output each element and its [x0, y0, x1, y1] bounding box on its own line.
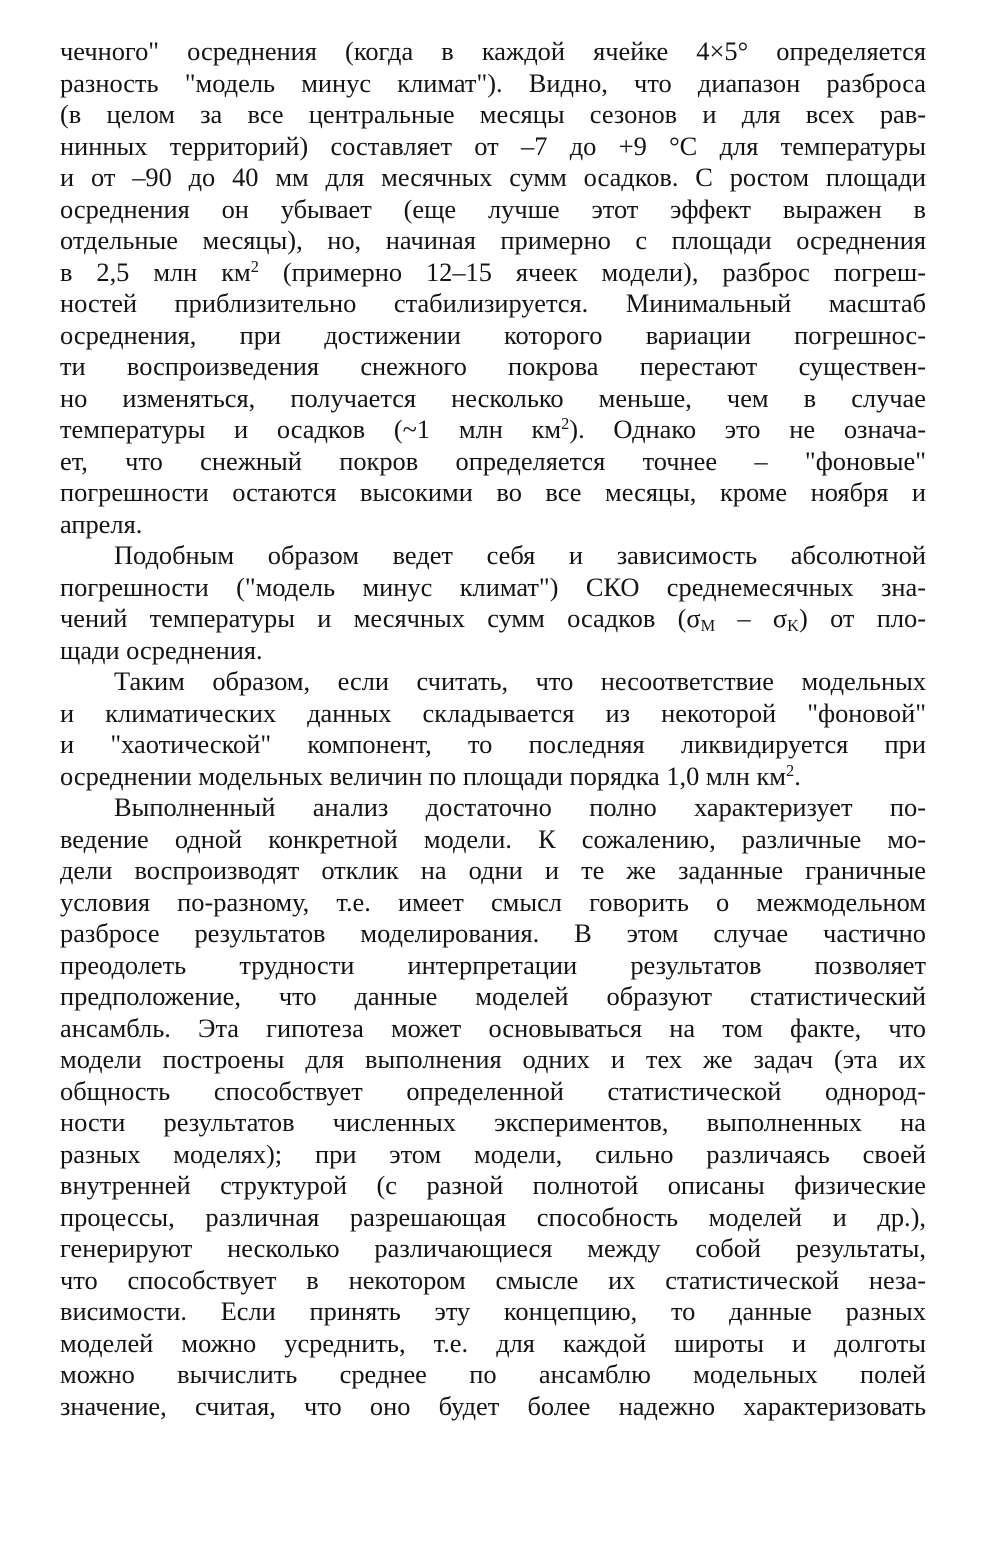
text-line: (в целом за все центральные месяцы сезонов и для всех рав-	[60, 99, 926, 129]
text-line: осреднения он убывает (еще лучше этот эффект выражен в	[60, 193, 926, 224]
text-segment: (примерно 12–15 ячеек модели), разброс погреш-	[258, 256, 926, 287]
text-line: процессы, различная разрешающая способность моделей и др.),	[60, 1201, 926, 1232]
text-line: осреднения, при достижении которого вариации погрешнос-	[60, 319, 926, 350]
text-line: ет, что снежный покров определяется точнее – "фоновые"	[60, 445, 926, 476]
text-line: погрешности остаются высокими во все месяцы, кроме ноября и	[60, 477, 926, 507]
text-line: ведение одной конкретной модели. К сожалению, различные мо-	[60, 823, 926, 854]
text-segment: чений температуры и месячных сумм осадков (σ	[60, 603, 701, 633]
text-line: и "хаотической" компонент, то последняя ликвидируется при	[60, 729, 926, 759]
text-line: ностей приблизительно стабилизируется. Минимальный масштаб	[60, 288, 926, 318]
text-line: висимости. Если принять эту концепцию, то данные разных	[60, 1296, 926, 1326]
text-segment: осреднении модельных величин по площади порядка 1,0 млн км	[60, 760, 787, 791]
text-line: генерируют несколько различающиеся между собой результаты,	[60, 1233, 926, 1263]
paragraph-first-line: Таким образом, если считать, что несоответствие модельных	[114, 666, 926, 696]
text-line: апреля.	[60, 508, 143, 539]
text-line: и от –90 до 40 мм для месячных сумм осадков. С ростом площади	[60, 162, 926, 192]
text-line: условия по-разному, т.е. имеет смысл говорить о межмодельном	[60, 886, 926, 917]
subscript: K	[787, 616, 799, 636]
superscript: 2	[561, 414, 570, 433]
text-line: нинных территорий) составляет от –7 до +9 °С для температуры	[60, 130, 926, 161]
text-line: щади осреднения.	[60, 634, 263, 665]
superscript: 2	[786, 760, 795, 780]
subscript: M	[700, 616, 716, 636]
text-line: чечного" осреднения (когда в каждой ячейке 4×5° определяется	[60, 36, 926, 66]
text-line: моделей можно усреднить, т.е. для каждой широты и долготы	[60, 1327, 926, 1358]
text-line	[60, 414, 926, 446]
text-line	[60, 761, 926, 793]
text-segment: ) от пло-	[798, 603, 926, 633]
text-line: преодолеть трудности интерпретации результатов позволяет	[60, 949, 926, 980]
text-line: и климатических данных складывается из некоторой "фоновой"	[60, 697, 926, 728]
text-line: что способствует в некотором смысле их статистической неза-	[60, 1264, 926, 1295]
text-line: отдельные месяцы), но, начиная примерно с площади осреднения	[60, 225, 926, 255]
text-line	[60, 257, 926, 289]
text-segment: – σ	[715, 603, 788, 633]
text-segment: ). Однако это не означа-	[569, 414, 926, 444]
text-line: ансамбль. Эта гипотеза может основываться на том факте, что	[60, 1012, 926, 1043]
text-line: предположение, что данные моделей образуют статистический	[60, 981, 926, 1011]
text-line: общность способствует определенной статистической однород-	[60, 1075, 926, 1106]
text-line: модели построены для выполнения одних и тех же задач (эта их	[60, 1044, 926, 1074]
text-segment: .	[794, 760, 801, 791]
superscript: 2	[250, 256, 259, 276]
paragraph-first-line: Подобным образом ведет себя и зависимость абсолютной	[114, 540, 926, 570]
paragraph-first-line: Выполненный анализ достаточно полно характеризует по-	[114, 792, 926, 822]
text-line: погрешности ("модель минус климат") СКО среднемесячных зна-	[60, 571, 926, 602]
text-line: но изменяться, получается несколько меньше, чем в случае	[60, 382, 926, 413]
text-line: дели воспроизводят отклик на одни и те же заданные граничные	[60, 855, 926, 885]
text-line: значение, считая, что оно будет более надежно характеризовать	[60, 1390, 926, 1421]
text-segment: температуры и осадков (~1 млн км	[60, 414, 562, 444]
document-page	[60, 36, 926, 1516]
text-line: разных моделях); при этом модели, сильно различаясь своей	[60, 1138, 926, 1169]
text-line: разбросе результатов моделирования. В этом случае частично	[60, 918, 926, 948]
text-line: ти воспроизведения снежного покрова перестают существен-	[60, 351, 926, 381]
text-segment: в 2,5 млн км	[60, 256, 251, 287]
text-line: разность "модель минус климат"). Видно, что диапазон разброса	[60, 67, 926, 98]
text-line: ности результатов численных экспериментов, выполненных на	[60, 1107, 926, 1137]
text-line: внутренней структурой (с разной полнотой описаны физические	[60, 1170, 926, 1200]
text-line	[60, 603, 926, 635]
text-line: можно вычислить среднее по ансамблю модельных полей	[60, 1359, 926, 1389]
